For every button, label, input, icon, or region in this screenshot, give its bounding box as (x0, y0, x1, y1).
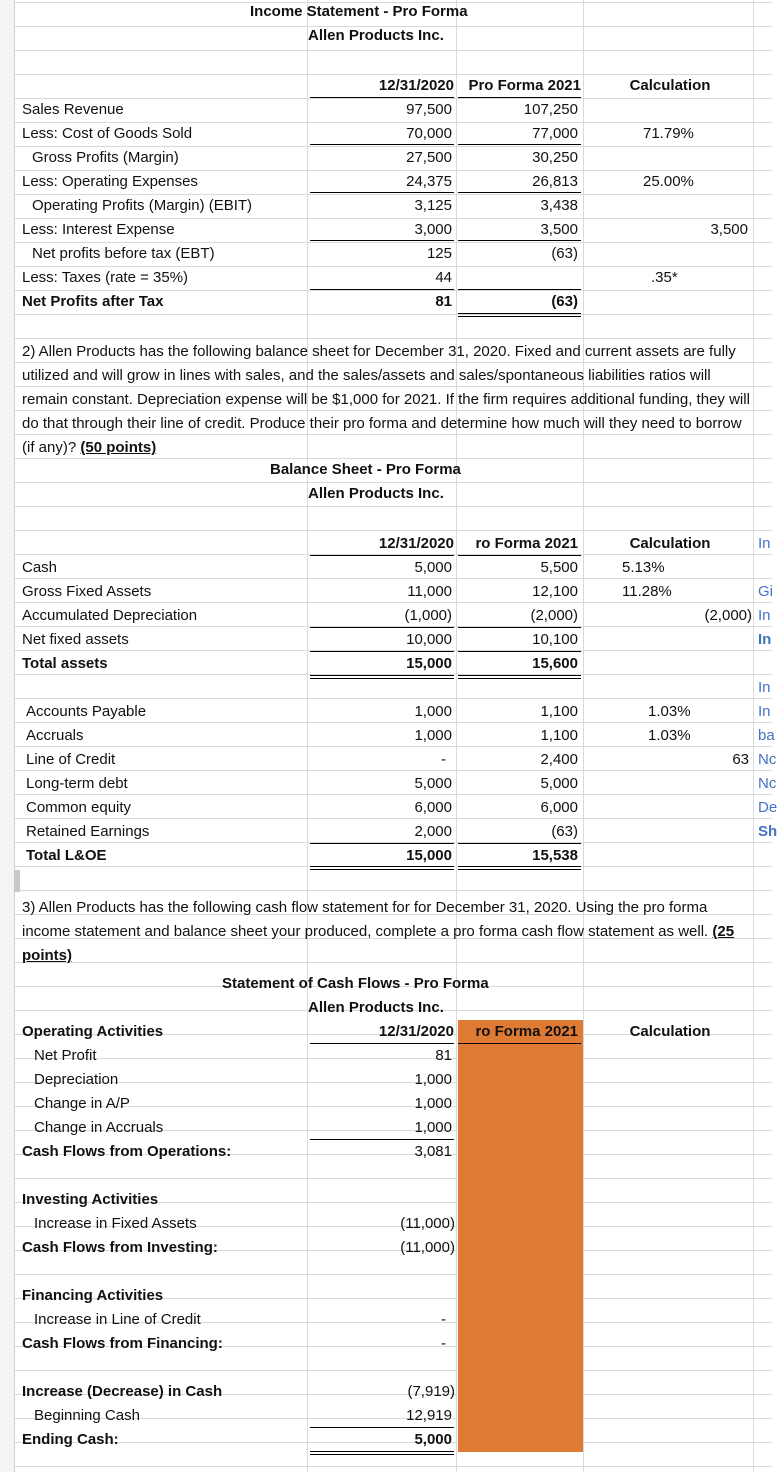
income-calc-cell[interactable]: 25.00% (643, 173, 694, 190)
balance-cell[interactable]: 12,100 (532, 583, 578, 600)
balance-calc-cell[interactable]: 5.13% (622, 559, 665, 576)
income-cell[interactable]: 125 (426, 245, 452, 262)
cashflow-summary-label: Beginning Cash (34, 1407, 140, 1424)
question-2-text: 2) Allen Products has the following balance sheet for December 31, 2020. Fixed and current assets are fully utilized and will grow in lines with sales, and the sales/assets and sales/spontaneous liabilities ratios will remain constant. Depreciation expense will be $1,000 for 2021. If the firm requires additional funding, they will do that through their line of credit. Produce their pro forma and determine how much will they need to borrow (if any)? (50 points) (22, 343, 750, 456)
cashflow-cell[interactable]: 1,000 (414, 1071, 452, 1088)
balance-asset-label: Gross Fixed Assets (22, 583, 152, 600)
balance-calc-cell[interactable]: 1.03% (648, 703, 691, 720)
double-underline (310, 675, 454, 676)
rule (310, 627, 454, 628)
balance-cell[interactable]: - (441, 751, 446, 768)
balance-cell[interactable]: (63) (551, 823, 578, 840)
cashflow-header-2020: 12/31/2020 (378, 1023, 454, 1040)
balance-asset-label: Accumulated Depreciation (22, 607, 198, 624)
income-row-label: Less: Interest Expense (22, 221, 175, 238)
cashflow-row-label: Increase in Fixed Assets (34, 1215, 197, 1232)
balance-cell[interactable]: 11,000 (407, 583, 452, 600)
cashflow-row-label: Net Profit (34, 1047, 97, 1064)
balance-cell[interactable]: 5,000 (540, 775, 578, 792)
balance-cell[interactable]: 15,600 (532, 655, 578, 672)
balance-extra-cell: In (758, 703, 771, 720)
balance-title: Balance Sheet - Pro Forma (270, 461, 461, 478)
balance-liab-label: Long-term debt (26, 775, 128, 792)
cashflow-title: Statement of Cash Flows - Pro Forma (222, 975, 489, 992)
row-line (0, 890, 772, 891)
row-line (0, 50, 772, 51)
balance-cell[interactable]: 2,000 (414, 823, 452, 840)
income-title: Income Statement - Pro Forma (250, 3, 468, 20)
pro-forma-2021-input-area[interactable] (458, 1020, 583, 1452)
income-cell[interactable]: 24,375 (406, 173, 452, 190)
balance-cell[interactable]: (1,000) (404, 607, 452, 624)
financing-heading: Financing Activities (22, 1287, 164, 1304)
balance-cell[interactable]: 6,000 (414, 799, 452, 816)
balance-cell[interactable]: 5,000 (414, 559, 452, 576)
income-cell[interactable]: 44 (435, 269, 452, 286)
rule (310, 651, 454, 652)
header-underline (310, 1043, 454, 1044)
row-line (0, 1466, 772, 1467)
income-header-2020: 12/31/2020 (378, 77, 454, 94)
double-underline (458, 678, 581, 679)
cashflow-row-label: Change in Accruals (34, 1119, 164, 1136)
row-line (0, 1370, 772, 1371)
cashflow-total-label: Cash Flows from Operations: (22, 1143, 232, 1160)
row-line (0, 698, 772, 699)
cashflow-header-calc: Calculation (629, 1023, 711, 1040)
double-underline (458, 675, 581, 676)
rule (458, 651, 581, 652)
rule (310, 144, 454, 145)
balance-cell[interactable]: 1,100 (540, 727, 578, 744)
cashflow-cell[interactable]: 81 (435, 1047, 452, 1064)
balance-extra-cell: De (758, 799, 777, 816)
balance-calc-cell[interactable]: 11.28% (622, 583, 672, 600)
double-underline (310, 869, 454, 870)
rule (310, 289, 454, 290)
double-underline (310, 1454, 454, 1455)
balance-company: Allen Products Inc. (308, 485, 444, 502)
balance-liab-label: Accounts Payable (26, 703, 147, 720)
income-company: Allen Products Inc. (308, 27, 444, 44)
balance-asset-label: Net fixed assets (22, 631, 129, 648)
income-row-label: Net profits before tax (EBT) (32, 245, 215, 262)
income-cell[interactable]: 70,000 (406, 125, 452, 142)
cashflow-summary-label: Ending Cash: (22, 1431, 119, 1448)
cashflow-cell[interactable]: (11,000) (400, 1215, 455, 1232)
row-line (0, 506, 772, 507)
row-line (0, 338, 772, 339)
row-header-strip (0, 0, 15, 1472)
balance-liab-label: Retained Earnings (26, 823, 150, 840)
balance-calc-cell[interactable]: (2,000) (704, 607, 752, 624)
balance-extra-cell: In (758, 631, 772, 648)
row-line (0, 1178, 772, 1179)
cashflow-cell[interactable]: 12,919 (406, 1407, 452, 1424)
income-row-label: Less: Operating Expenses (22, 173, 198, 190)
header-underline (310, 97, 454, 98)
balance-liab-label: Line of Credit (26, 751, 116, 768)
income-cell[interactable]: 81 (435, 293, 452, 310)
double-underline (458, 866, 581, 867)
income-calc-cell[interactable]: 3,500 (710, 221, 748, 238)
income-cell[interactable]: 3,500 (540, 221, 578, 238)
income-row-label: Less: Taxes (rate = 35%) (22, 269, 189, 286)
income-cell[interactable]: 3,000 (414, 221, 452, 238)
column-line (307, 0, 308, 1472)
rule (310, 1427, 454, 1428)
cashflow-cell[interactable]: 3,081 (414, 1143, 452, 1160)
double-underline (458, 316, 581, 317)
balance-cell[interactable]: 2,400 (540, 751, 578, 768)
income-cell[interactable]: 107,250 (523, 101, 578, 118)
balance-calc-cell[interactable]: 1.03% (648, 727, 691, 744)
double-underline (310, 866, 454, 867)
income-cell[interactable]: (63) (551, 245, 578, 262)
balance-asset-label: Cash (22, 559, 58, 576)
cashflow-summary-label: Increase (Decrease) in Cash (22, 1383, 223, 1400)
rule (310, 240, 454, 241)
rule (310, 192, 454, 193)
double-underline (310, 1451, 454, 1452)
balance-cell[interactable]: 15,000 (406, 847, 452, 864)
header-underline (310, 555, 454, 556)
balance-liab-label: Common equity (26, 799, 132, 816)
rule (458, 192, 581, 193)
balance-extra-cell: Gi (758, 583, 773, 600)
rule (310, 1139, 454, 1140)
balance-extra-cell: In (758, 607, 771, 624)
investing-heading: Investing Activities (22, 1191, 159, 1208)
header-underline (458, 97, 581, 98)
rule (458, 144, 581, 145)
row-line (0, 1274, 772, 1275)
balance-extra-cell: In (758, 679, 771, 696)
balance-extra-cell: Sh (758, 823, 777, 840)
operating-heading: Operating Activities (22, 1023, 164, 1040)
income-row-label: Operating Profits (Margin) (EBIT) (32, 197, 253, 214)
rule (458, 240, 581, 241)
income-row-label: Gross Profits (Margin) (32, 149, 179, 166)
question-2-points: (50 points) (80, 439, 157, 456)
row-selection-marker (14, 870, 20, 892)
cashflow-total-label: Cash Flows from Investing: (22, 1239, 218, 1256)
header-underline (458, 1043, 581, 1044)
income-cell[interactable]: 30,250 (532, 149, 578, 166)
row-line (0, 530, 772, 531)
income-cell[interactable]: 3,125 (414, 197, 452, 214)
rule (458, 627, 581, 628)
cashflow-cell[interactable]: 5,000 (414, 1431, 452, 1448)
balance-cell[interactable]: 5,000 (414, 775, 452, 792)
cashflow-cell[interactable]: - (441, 1335, 446, 1352)
income-cell[interactable]: 3,438 (540, 197, 578, 214)
income-calc-cell[interactable]: 71.79% (643, 125, 694, 142)
balance-asset-label: Total assets (22, 655, 108, 672)
cashflow-company: Allen Products Inc. (308, 999, 444, 1016)
balance-liab-label: Accruals (26, 727, 84, 744)
income-cell[interactable]: 27,500 (406, 149, 452, 166)
double-underline (458, 313, 581, 314)
income-row-label: Less: Cost of Goods Sold (22, 125, 193, 142)
rule (458, 843, 581, 844)
income-header-calc: Calculation (629, 77, 711, 94)
balance-extra-cell: ba (758, 727, 775, 744)
column-line (583, 0, 584, 1472)
income-cell[interactable]: (63) (551, 293, 578, 310)
balance-header-2021: ro Forma 2021 (475, 535, 578, 552)
cashflow-cell[interactable]: 1,000 (414, 1095, 452, 1112)
rule (310, 843, 454, 844)
balance-header-calc: Calculation (629, 535, 711, 552)
cashflow-cell[interactable]: 1,000 (414, 1119, 452, 1136)
balance-cell[interactable]: 1,000 (414, 703, 452, 720)
balance-cell[interactable]: 1,000 (414, 727, 452, 744)
cashflow-row-label: Depreciation (34, 1071, 119, 1088)
cashflow-row-label: Increase in Line of Credit (34, 1311, 201, 1328)
balance-cell[interactable]: 15,538 (532, 847, 578, 864)
header-underline (458, 555, 581, 556)
cashflow-cell[interactable]: - (441, 1311, 446, 1328)
question-3-points: (25 points) (22, 923, 735, 964)
balance-header-2020: 12/31/2020 (378, 535, 454, 552)
rule (458, 289, 581, 290)
balance-liab-label: Total L&OE (26, 847, 107, 864)
balance-cell[interactable]: 1,100 (540, 703, 578, 720)
income-cell[interactable]: 77,000 (532, 125, 578, 142)
cashflow-cell[interactable]: (7,919) (407, 1383, 455, 1400)
balance-cell[interactable]: 6,000 (540, 799, 578, 816)
balance-calc-cell[interactable]: 63 (732, 751, 749, 768)
balance-cell[interactable]: 10,100 (532, 631, 578, 648)
double-underline (310, 678, 454, 679)
balance-extra-cell: Nc (758, 775, 777, 792)
balance-cell[interactable]: 15,000 (406, 655, 452, 672)
income-cell[interactable]: 26,813 (532, 173, 578, 190)
cashflow-row-label: Change in A/P (34, 1095, 130, 1112)
balance-header-extra: In (758, 535, 771, 552)
column-line (753, 0, 754, 1472)
balance-cell[interactable]: (2,000) (530, 607, 578, 624)
income-cell[interactable]: 97,500 (406, 101, 452, 118)
income-header-2021: Pro Forma 2021 (468, 77, 581, 94)
double-underline (458, 869, 581, 870)
balance-cell[interactable]: 10,000 (406, 631, 452, 648)
income-row-label: Sales Revenue (22, 101, 124, 118)
cashflow-total-label: Cash Flows from Financing: (22, 1335, 223, 1352)
cashflow-cell[interactable]: (11,000) (400, 1239, 455, 1256)
question-3-text: 3) Allen Products has the following cash flow statement for for December 31, 2020. Using the pro forma income statement and balance sheet your produced, complete a pro forma cash flow statement as well. (25 points) (22, 899, 735, 964)
balance-cell[interactable]: 5,500 (540, 559, 578, 576)
balance-extra-cell: Nc (758, 751, 777, 768)
cashflow-header-2021: ro Forma 2021 (475, 1023, 578, 1040)
income-calc-cell[interactable]: .35* (651, 269, 678, 286)
income-row-label: Net Profits after Tax (22, 293, 164, 310)
column-line (456, 0, 457, 1472)
row-line (0, 314, 772, 315)
